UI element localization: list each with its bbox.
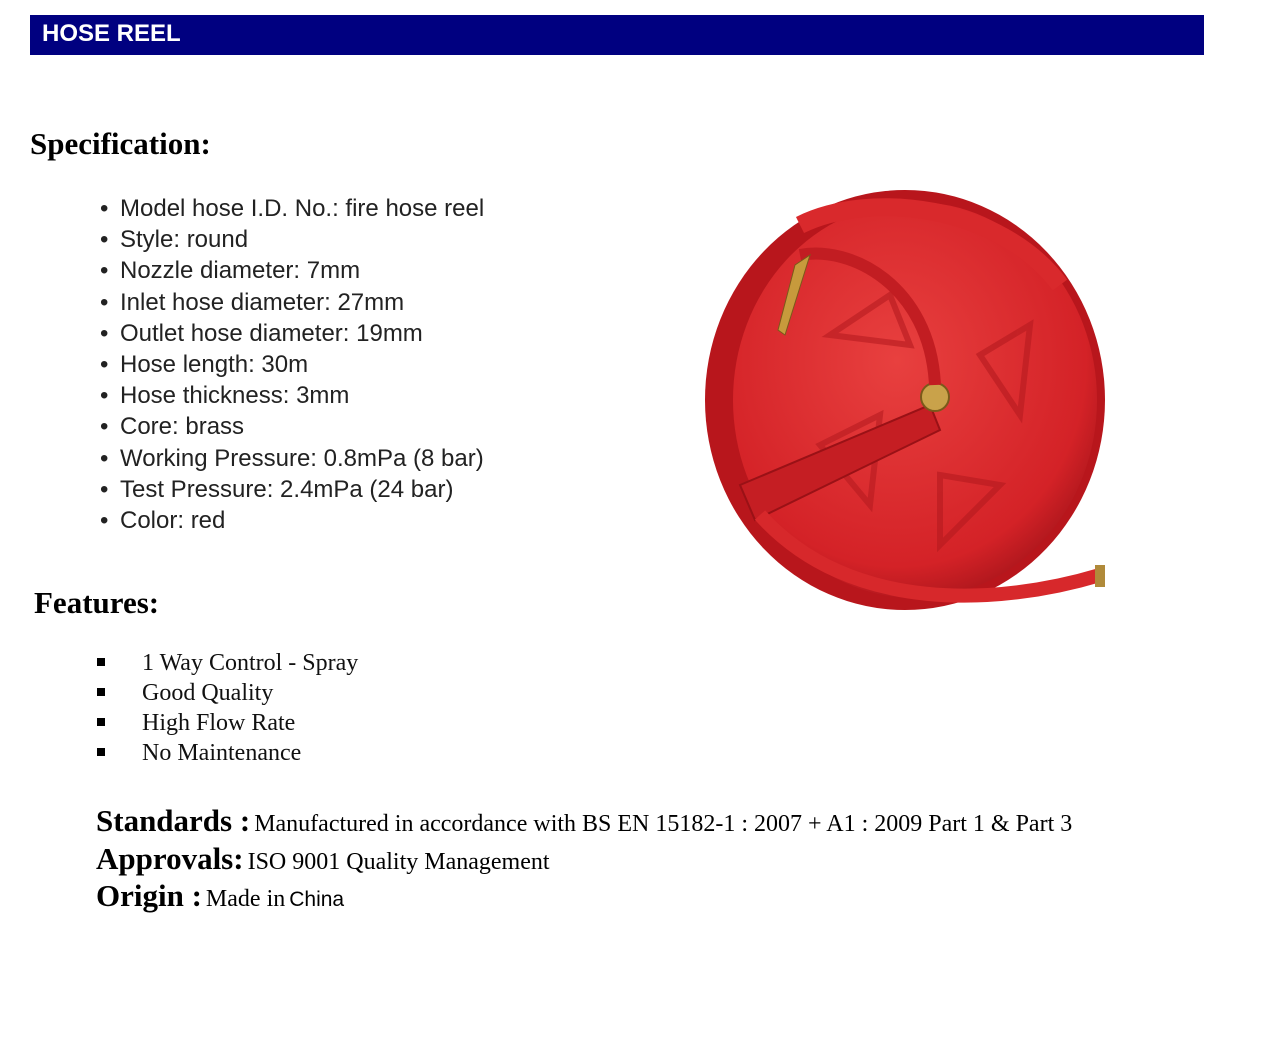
list-item: • Outlet hose diameter: 19mm [100,319,423,347]
square-bullet-icon [97,658,105,666]
list-item: • Core: brass [100,413,245,441]
origin-label: Origin : [96,878,202,913]
title-bar [30,15,1204,55]
list-item: • Nozzle diameter: 7mm [100,257,361,285]
features-heading: Features: [34,585,160,620]
approvals-line [96,841,550,877]
features-list [97,648,358,768]
list-item: • Model hose I.D. No.: fire hose reel [100,195,485,222]
square-bullet-icon [97,718,105,726]
hose-coupling [1095,565,1105,587]
reel-hub [921,383,949,411]
list-item: • Inlet hose diameter: 27mm [100,288,405,316]
list-item: Good Quality [97,678,358,708]
square-bullet-icon [97,688,105,696]
list-item: 1 Way Control - Spray [97,648,358,678]
list-item: • Hose thickness: 3mm [100,382,350,410]
square-bullet-icon [97,748,105,756]
origin-value: Made in [205,886,286,912]
standards-label: Standards : [96,803,251,838]
approvals-label: Approvals: [96,841,244,876]
origin-country: China [289,888,345,911]
specification-heading: Specification: [30,126,211,161]
approvals-value: ISO 9001 Quality Management [247,849,550,875]
list-item: High Flow Rate [97,708,358,738]
list-item: • Test Pressure: 2.4mPa (24 bar) [100,475,454,503]
page-title: HOSE REEL [42,20,181,47]
hose-reel-image [700,185,1120,625]
list-item: • Hose length: 30m [100,350,309,378]
list-item: No Maintenance [97,738,358,768]
standards-line [96,803,1072,839]
list-item: • Color: red [100,506,226,534]
list-item: • Style: round [100,226,249,254]
list-item: • Working Pressure: 0.8mPa (8 bar) [100,444,484,472]
specification-list [100,193,484,536]
origin-line [96,878,344,914]
standards-value: Manufactured in accordance with BS EN 15182-1 : 2007 + A1 : 2009 Part 1 & Part 3 [254,811,1073,837]
